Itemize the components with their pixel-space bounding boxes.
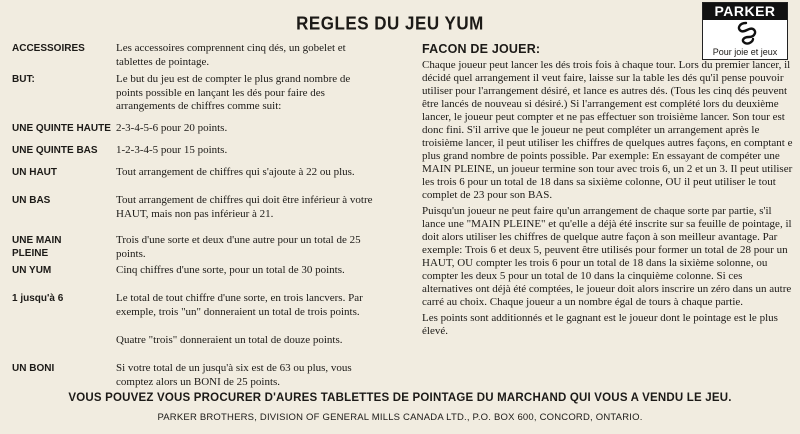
rule-text: Quatre "trois" donneraient un total de douze points. xyxy=(116,334,343,346)
rule-term: UNE MAIN PLEINE xyxy=(12,235,62,259)
rule-text: Tout arrangement de chiffres qui doit être inférieur à votre HAUT, mais non pas inférieur à 21. xyxy=(116,194,373,220)
rule-text: Tout arrangement de chiffres qui s'ajoute à 22 ou plus. xyxy=(116,166,355,178)
rule-text: 1-2-3-4-5 pour 15 points. xyxy=(116,144,228,156)
rule-term: BUT: xyxy=(12,74,35,85)
play-section xyxy=(422,42,794,341)
footer-notice: VOUS POUVEZ VOUS PROCURER D'AURES TABLETTES DE POINTAGE DU MARCHAND QUI VOUS A VENDU LE JEU. xyxy=(68,392,732,404)
play-paragraph: Puisqu'un joueur ne peut faire qu'un arrangement de chaque sorte par partie, s'il lance une "MAIN PLEINE" et qu'elle a déjà été inscrite sur sa feuille de pointage, il doit alors utiliser les chiffres de quelque autre façon à son meilleur avantage. Par exemple: Trois 6 et deux 5, peuvent être utilisés pour former un total de 28 pour un HAUT, OU compter les trois 6 pour un total de 18 dans la sixième solonne, ou compter les deux 5 pour un total de 10 dans la cinquième colonne. Si ces alternatives ont déjà été comptées, le joueur doit alors inscrire un zéro dans un autre carré au choix. Chaque joueur a un nombre égal de tours à chaque partie. xyxy=(422,205,792,308)
rule-text: Le but du jeu est de compter le plus grand nombre de points possible en lançant les dés pour faire des arrangements de chiffres comme suit: xyxy=(116,73,351,112)
rule-text: Cinq chiffres d'une sorte, pour un total de 30 points. xyxy=(116,264,345,276)
rule-term: UN BONI xyxy=(12,363,55,374)
rule-term: UNE QUINTE BAS xyxy=(12,145,98,156)
play-paragraph: Les points sont additionnés et le gagnant est le joueur dont le pointage est le plus élevé. xyxy=(422,312,778,337)
rule-term: ACCESSOIRES xyxy=(12,43,85,54)
rule-text: Trois d'une sorte et deux d'une autre pour un total de 25 points. xyxy=(116,234,361,260)
play-paragraph: Chaque joueur peut lancer les dés trois fois à chaque tour. Lors du premier lancer, il décidé quel arrangement il veut faire, laisse sur la table les dés qu'il pense pouvoir utiliser pour l'arrangement désiré, et lance es autres dés. (Tous les cinq dés peuvent être lancés de nouveau si désiré.) Si l'arrangement est complété lors du deuxième lancer, le joueur peut compter et ne pas effectuer son troisième lancer. Son tour est donc fini. S'il arrive que le joueur ne peut compléter un arrangement après le troisième lancer, il peut utiliser les chiffres de quelques autres façons, en comptant e plus grand nombre de points possible. Par exemple: En essayant de compéter une MAIN PLEINE, un joueur termine son tour avec trois 6, un 2 et un 3. Il peut utiliser les trois 6 pour un total de 18 dans sa sixième colonne, OU il peut utiliser le tout complet de 23 pour son BAS. xyxy=(422,59,793,201)
footer-address: PARKER BROTHERS, DIVISION OF GENERAL MILLS CANADA LTD., P.O. BOX 600, CONCORD, ONTARIO. xyxy=(157,412,643,423)
play-heading: FACON DE JOUER: xyxy=(422,42,541,56)
rule-text: Le total de tout chiffre d'une sorte, en trois lancvers. Par exemple, trois "un" donneraient un total de trois points. xyxy=(116,292,363,318)
rule-term: UNE QUINTE HAUTE xyxy=(12,123,111,134)
rule-term: UN YUM xyxy=(12,265,52,276)
page-title: REGLES DU JEU YUM xyxy=(296,13,484,34)
rule-text: 2-3-4-5-6 pour 20 points. xyxy=(116,122,228,134)
rule-text: Les accessoires comprennent cinq dés, un gobelet et tablettes de pointage. xyxy=(116,42,346,68)
logo-wordmark: PARKER xyxy=(703,3,787,20)
rule-term: UN BAS xyxy=(12,195,51,206)
rule-term: UN HAUT xyxy=(12,167,57,178)
rule-text: Si votre total de un jusqu'à six est de 63 ou plus, vous comptez alors un BONI de 25 points. xyxy=(116,362,352,388)
logo-tagline: Pour joie et jeux xyxy=(712,47,778,57)
rule-term: 1 jusqu'à 6 xyxy=(12,293,64,304)
